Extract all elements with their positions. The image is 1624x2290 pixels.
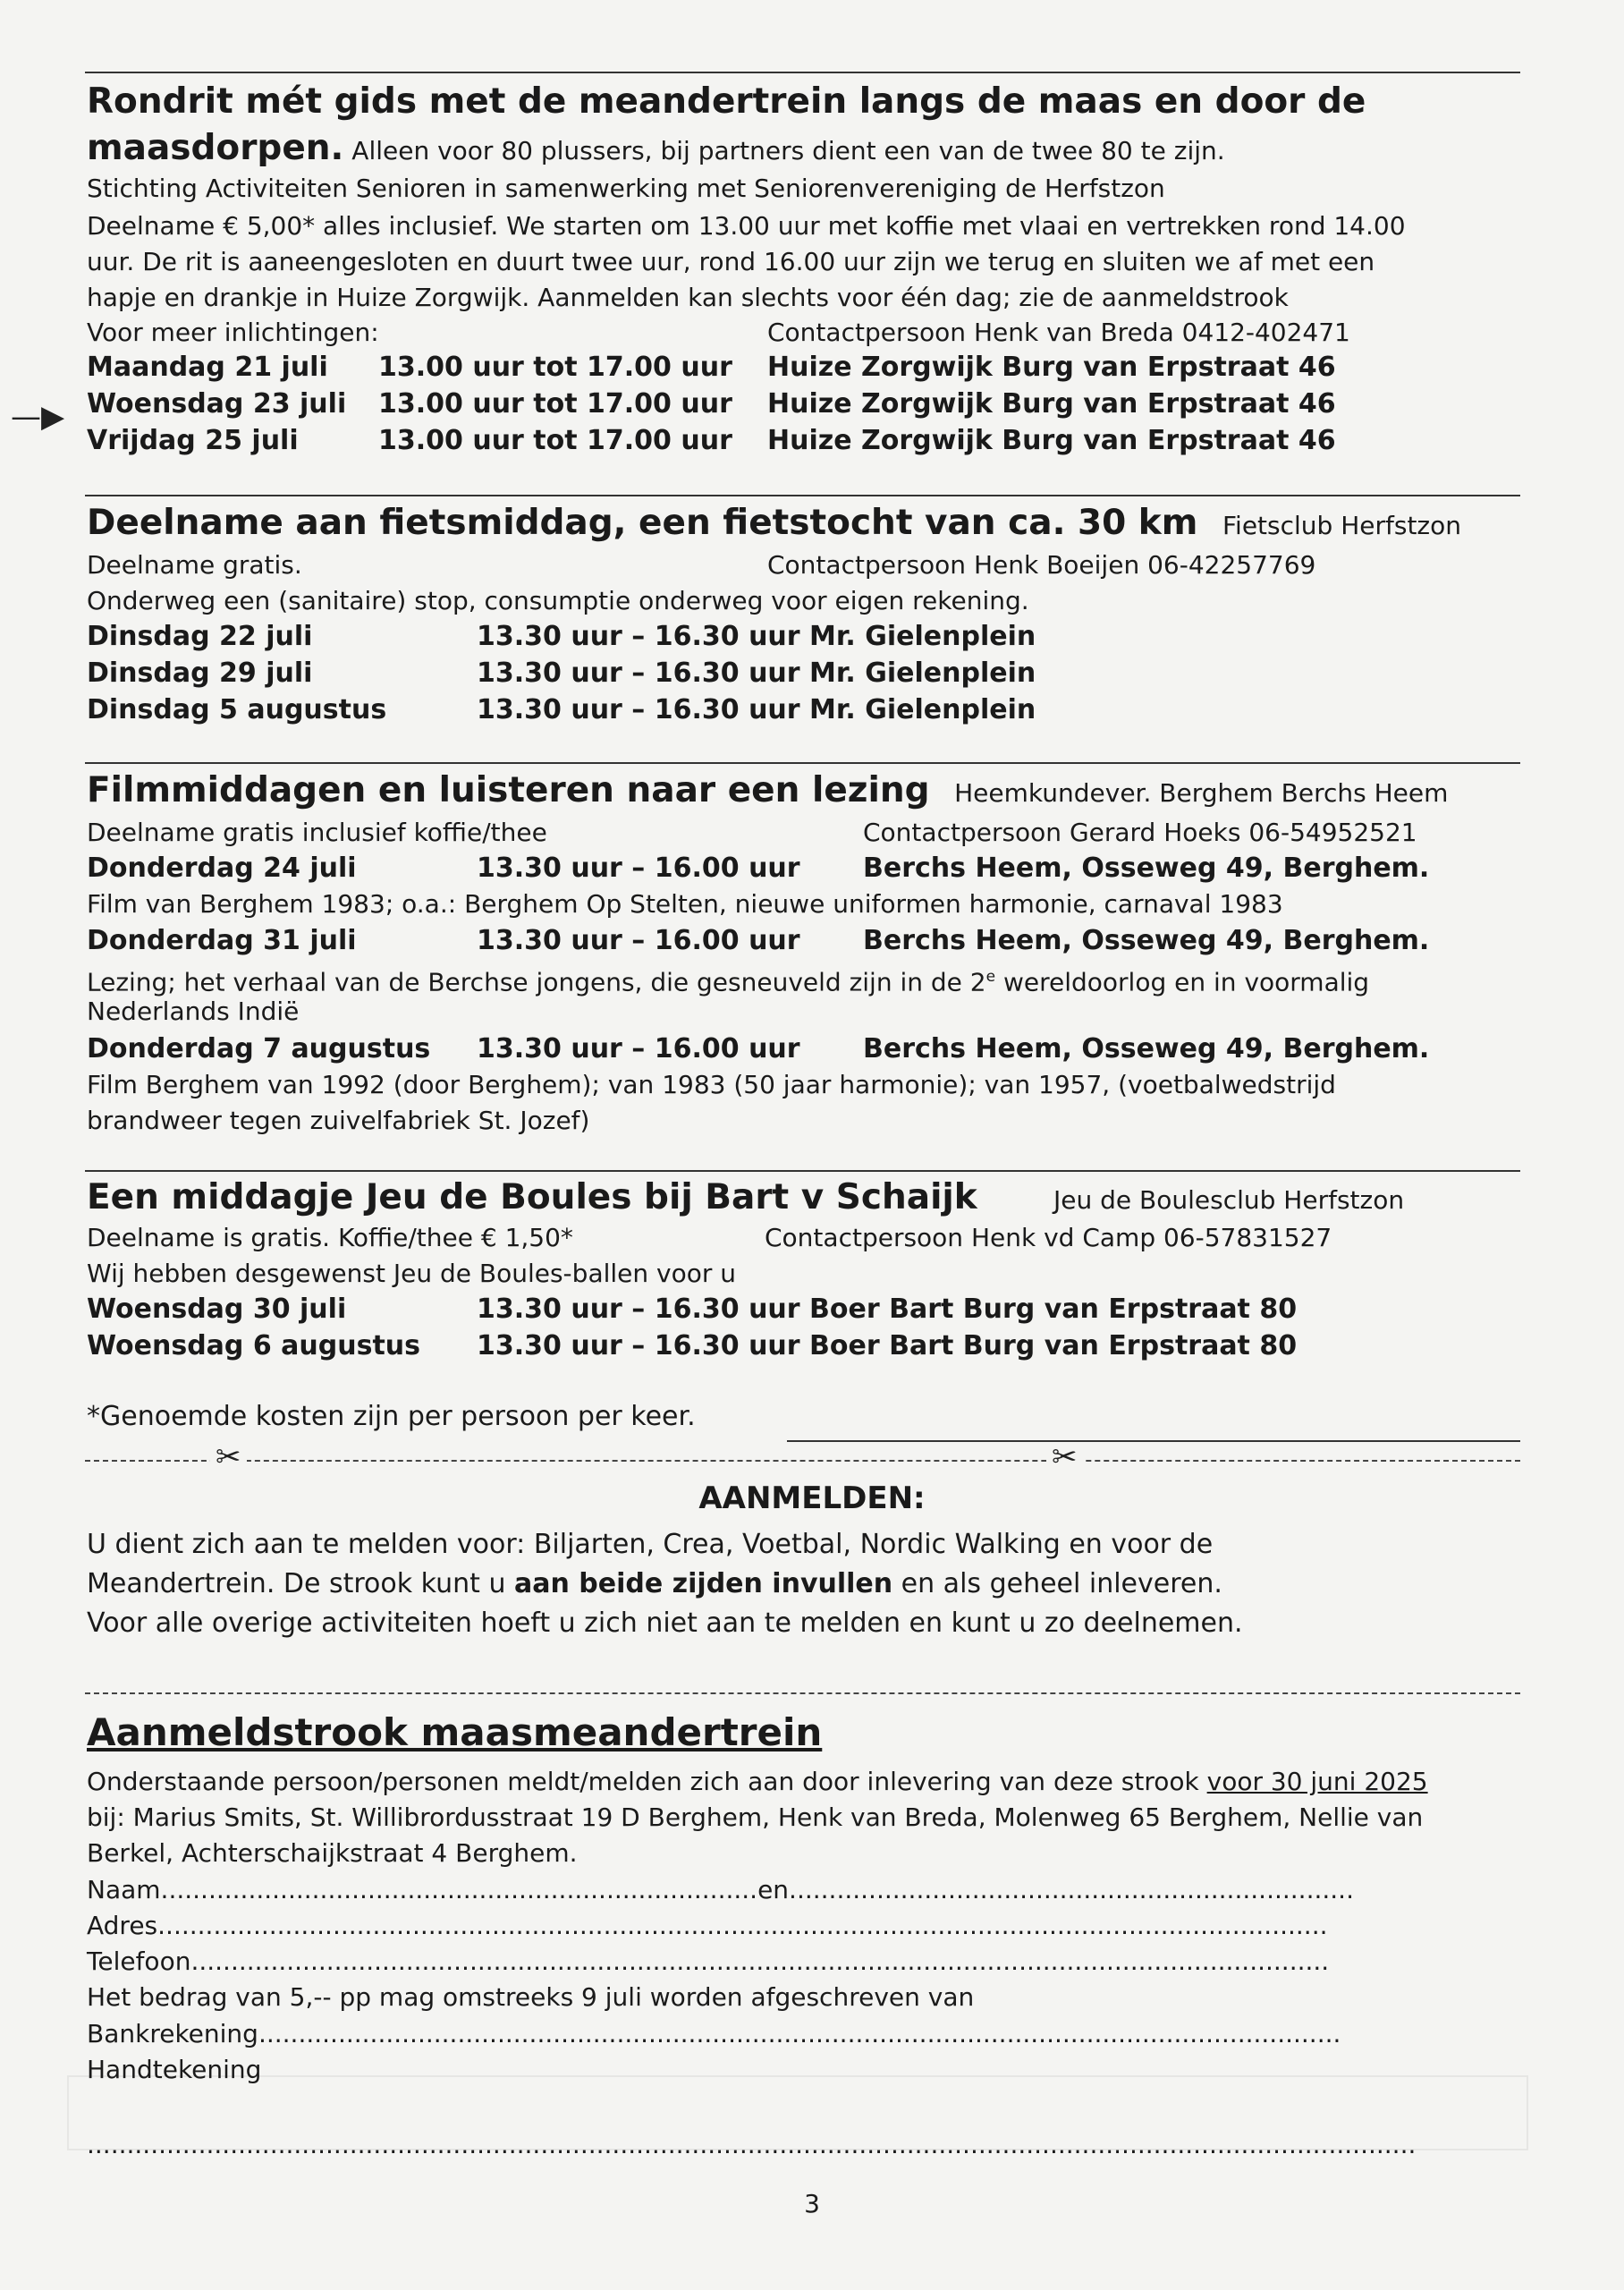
schedule-day: Woensdag 23 juli [87, 388, 347, 420]
aanmelden-line-2 [87, 1565, 1222, 1604]
schedule-time: 13.00 uur tot 17.00 uur [378, 425, 732, 456]
scissors-icon: ✂ [210, 1442, 247, 1472]
divider [85, 495, 1520, 496]
telefoon-field[interactable]: Telefoon............................................................................................................................................... [87, 1946, 1330, 1976]
schedule-time-place: 13.30 uur – 16.30 uur Mr. Gielenplein [477, 621, 1036, 652]
cut-line [85, 1692, 1520, 1694]
section1-title-maasdorpen: maasdorpen. [87, 128, 344, 168]
section1-desc-3: hapje en drankje in Huize Zorgwijk. Aanmelden kan slechts voor één dag; zie de aanmeldstrook [87, 283, 1289, 312]
schedule-day: Donderdag 31 juli [87, 925, 357, 956]
section1-organiser: Stichting Activiteiten Senioren in samenwerking met Seniorenvereniging de Herfstzon [87, 174, 1165, 203]
arrow-pointer-icon: —▶ [11, 399, 65, 435]
section2-schedule-row [0, 656, 1624, 691]
section1-schedule-row [0, 350, 1624, 386]
divider [85, 1170, 1520, 1172]
strook-deadline: voor 30 juni 2025 [1206, 1767, 1428, 1796]
section1-info-label: Voor meer inlichtingen: [87, 318, 379, 347]
schedule-day: Dinsdag 5 augustus [87, 694, 387, 725]
lecture-text-b: wereldoorlog en in voormalig [995, 967, 1370, 997]
section3-organiser: Heemkundever. Berghem Berchs Heem [954, 778, 1449, 808]
section3-title: Filmmiddagen en luisteren naar een lezing [87, 770, 930, 810]
aanmelden-text-c: en als geheel inleveren. [892, 1568, 1222, 1599]
section4-fee: Deelname is gratis. Koffie/thee € 1,50* [87, 1223, 573, 1252]
section3-film-desc-1: Film van Berghem 1983; o.a.: Berghem Op Stelten, nieuwe uniformen harmonie, carnaval 1983 [87, 889, 1283, 919]
bankrekening-field[interactable]: Bankrekening........................................................................................................................................ [87, 2019, 1341, 2048]
schedule-time-place: 13.30 uur – 16.30 uur Boer Bart Burg van Erpstraat 80 [477, 1330, 1298, 1361]
section1-desc-2: uur. De rit is aaneengesloten en duurt twee uur, rond 16.00 uur zijn we terug en sluiten we af met een [87, 247, 1375, 276]
section3-title-line [87, 769, 1448, 815]
cost-footnote: *Genoemde kosten zijn per persoon per keer. [87, 1401, 696, 1432]
schedule-place: Berchs Heem, Osseweg 49, Berghem. [863, 852, 1430, 884]
page-number: 3 [804, 2189, 820, 2218]
aanmelden-line-1: U dient zich aan te melden voor: Biljarten, Crea, Voetbal, Nordic Walking en voor de [87, 1529, 1214, 1560]
section1-schedule-row [0, 386, 1624, 422]
schedule-place: Huize Zorgwijk Burg van Erpstraat 46 [767, 425, 1336, 456]
divider-top [85, 72, 1520, 73]
section4-schedule-row [0, 1328, 1624, 1364]
schedule-place: Berchs Heem, Osseweg 49, Berghem. [863, 1033, 1430, 1064]
strook-payment-note: Het bedrag van 5,-- pp mag omstreeks 9 juli worden afgeschreven van [87, 1982, 975, 2012]
scissors-icon: ✂ [1046, 1442, 1083, 1472]
schedule-place: Berchs Heem, Osseweg 49, Berghem. [863, 925, 1430, 956]
handtekening-label: Handtekening [87, 2055, 262, 2084]
section1-title-line2 [87, 129, 1225, 171]
schedule-time: 13.30 uur – 16.00 uur [477, 925, 800, 956]
schedule-day: Vrijdag 25 juli [87, 425, 299, 456]
section2-organiser: Fietsclub Herfstzon [1222, 511, 1461, 540]
schedule-time-place: 13.30 uur – 16.30 uur Mr. Gielenplein [477, 694, 1036, 725]
strook-intro-1 [87, 1764, 1428, 1800]
schedule-time: 13.30 uur – 16.00 uur [477, 1033, 800, 1064]
section4-contact: Contactpersoon Henk vd Camp 06-57831527 [765, 1223, 1332, 1252]
section1-age-requirement: Alleen voor 80 plussers, bij partners dient een van de twee 80 te zijn. [343, 136, 1225, 165]
section2-title-line [87, 502, 1461, 547]
aanmelden-text-a: Meandertrein. De strook kunt u [87, 1568, 514, 1599]
section3-fee: Deelname gratis inclusief koffie/thee [87, 818, 547, 847]
section3-contact: Contactpersoon Gerard Hoeks 06-54952521 [863, 818, 1417, 847]
section3-schedule-row [0, 923, 1624, 959]
section4-schedule-row [0, 1292, 1624, 1327]
section3-schedule-row [0, 851, 1624, 886]
section4-organiser: Jeu de Boulesclub Herfstzon [1053, 1185, 1405, 1215]
schedule-day: Woensdag 6 augustus [87, 1330, 420, 1361]
divider [787, 1440, 1520, 1442]
schedule-time: 13.00 uur tot 17.00 uur [378, 352, 732, 383]
divider [85, 762, 1520, 764]
schedule-time: 13.00 uur tot 17.00 uur [378, 388, 732, 420]
cut-line [85, 1460, 1520, 1462]
section2-desc: Onderweg een (sanitaire) stop, consumptie onderweg voor eigen rekening. [87, 586, 1029, 615]
section4-desc: Wij hebben desgewenst Jeu de Boules-ballen voor u [87, 1259, 737, 1288]
section1-schedule-row [0, 423, 1624, 459]
schedule-day: Woensdag 30 juli [87, 1293, 347, 1325]
strook-intro-text: Onderstaande persoon/personen meldt/melden zich aan door inlevering van deze strook [87, 1767, 1207, 1796]
schedule-time: 13.30 uur – 16.00 uur [477, 852, 800, 884]
schedule-day: Donderdag 7 augustus [87, 1033, 431, 1064]
section3-film-desc-3b: brandweer tegen zuivelfabriek St. Jozef) [87, 1106, 590, 1135]
section1-title-line1: Rondrit mét gids met de meandertrein langs de maas en door de [87, 81, 1366, 122]
adres-field[interactable]: Adres................................................................................................................................................... [87, 1911, 1328, 1940]
section1-contact: Contactpersoon Henk van Breda 0412-402471 [767, 318, 1350, 347]
section3-schedule-row [0, 1031, 1624, 1067]
strook-title: Aanmeldstrook maasmeandertrein [87, 1710, 823, 1754]
section2-schedule-row [0, 619, 1624, 655]
schedule-place: Huize Zorgwijk Burg van Erpstraat 46 [767, 388, 1336, 420]
strook-intro-2: bij: Marius Smits, St. Willibrordusstraat 19 D Berghem, Henk van Breda, Molenweg 65 Berghem, Nellie van [87, 1802, 1424, 1832]
section2-title: Deelname aan fietsmiddag, een fietstocht van ca. 30 km [87, 503, 1198, 543]
lecture-text-a: Lezing; het verhaal van de Berchse jongens, die gesneuveld zijn in de 2 [87, 967, 986, 997]
schedule-time-place: 13.30 uur – 16.30 uur Boer Bart Burg van Erpstraat 80 [477, 1293, 1298, 1325]
schedule-day: Dinsdag 29 juli [87, 657, 313, 689]
naam-field[interactable]: Naam...........................................................................en....................................................................... [87, 1875, 1354, 1904]
aanmelden-heading: AANMELDEN: [698, 1480, 926, 1516]
schedule-day: Donderdag 24 juli [87, 852, 357, 884]
section1-desc-1: Deelname € 5,00* alles inclusief. We starten om 13.00 uur met koffie met vlaai en vertrekken rond 14.00 [87, 211, 1406, 241]
strook-intro-3: Berkel, Achterschaijkstraat 4 Berghem. [87, 1838, 578, 1868]
signature-line[interactable]: ....................................................................................................................................................................... [87, 2130, 1417, 2159]
aanmelden-line-3: Voor alle overige activiteiten hoeft u zich niet aan te melden en kunt u zo deelnemen. [87, 1607, 1243, 1639]
section3-film-desc-3a: Film Berghem van 1992 (door Berghem); van 1983 (50 jaar harmonie); van 1957, (voetbalwedstrijd [87, 1070, 1336, 1099]
lecture-superscript: e [985, 968, 996, 986]
schedule-day: Dinsdag 22 juli [87, 621, 313, 652]
section3-lecture-desc-2: Nederlands Indië [87, 997, 300, 1026]
section2-fee: Deelname gratis. [87, 550, 302, 580]
aanmelden-emphasis: aan beide zijden invullen [514, 1568, 893, 1599]
schedule-place: Huize Zorgwijk Burg van Erpstraat 46 [767, 352, 1336, 383]
section2-contact: Contactpersoon Henk Boeijen 06-42257769 [767, 550, 1316, 580]
schedule-time-place: 13.30 uur – 16.30 uur Mr. Gielenplein [477, 657, 1036, 689]
section2-schedule-row [0, 692, 1624, 728]
schedule-day: Maandag 21 juli [87, 352, 328, 383]
section4-title: Een middagje Jeu de Boules bij Bart v Schaijk [87, 1177, 977, 1217]
